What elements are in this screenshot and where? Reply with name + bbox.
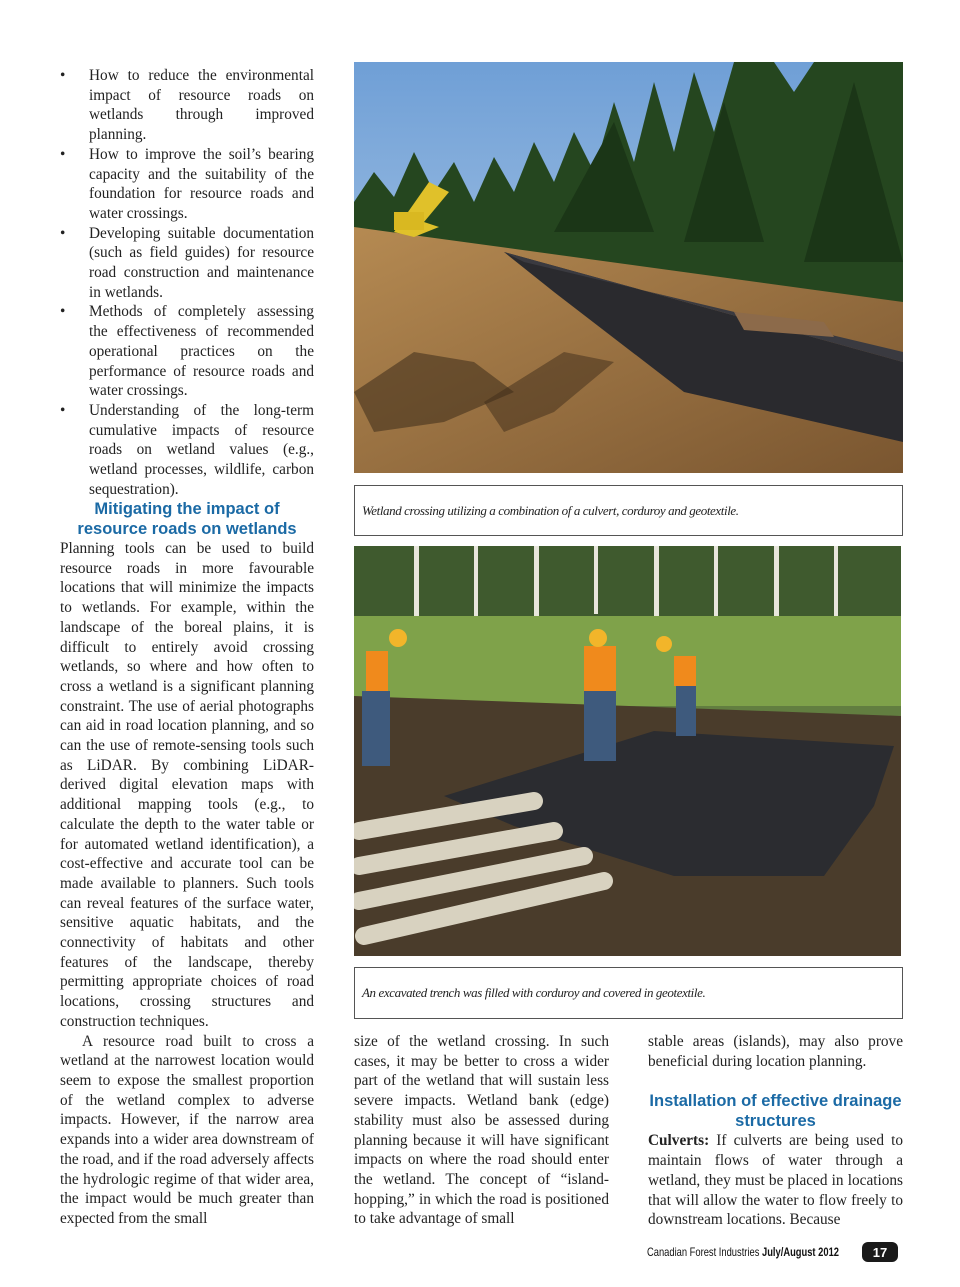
bullet-item: • How to reduce the environmental impact of resource roads on wetlands through improved planning. [60,67,314,144]
photo-caption-2: An excavated trench was filled with corduroy and covered in geotextile. [354,967,903,1019]
corduroy-geotextile-photo [354,546,901,956]
bullet-item: • Understanding of the long-term cumulative impacts of resource roads on wetland values (e.g., wetland processes, wildlife, carbon sequestration). [60,401,314,498]
right-column-body [648,1032,903,1230]
runin-label: Culverts: [648,1132,710,1150]
research-questions-list [60,66,314,499]
middle-column-body [354,1032,609,1229]
footer-issue: July/August 2012 [761,1245,839,1259]
bullet-item: • Methods of completely assessing the effectiveness of recommended operational practices on the performance of resource roads and water crossings. [60,303,314,400]
paragraph: Planning tools can be used to build resource roads in more favourable locations that will minimize the impacts to wetlands. For example, within the landscape of the boreal plains, it is difficult to entirely avoid crossing wetlands, so where and how often to cross a wetland is a significant planning constraint. The use of aerial photographs can aid in road location planning, and so can the use of remote-sensing tools such as LiDAR. By combining LiDAR-derived digital elevation maps with additional mapping tools (e.g., to calculate the depth to the water table or for automated wetland identification), a cost-effective and accurate tool can be made available to planners. Such tools can reveal features of the surface water, sensitive aquatic habitats, and the connectivity of habitats and other features of the landscape, thereby permitting appropriate choices of road locations, crossing structures and construction techniques. [60,540,314,1030]
section-heading-mitigating: Mitigating the impact of resource roads on wetlands [77,500,297,538]
paragraph: A resource road built to cross a wetland at the narrowest location would seem to expose the smallest proportion of the wetland complex to adverse impacts. However, if the narrow area expands into a wider area downstream of the road, and if the road adversely affects the hydrologic regime of that wider area, the impact would be much greater than expected from the small [60,1032,314,1227]
paragraph: stable areas (islands), may also prove beneficial during location planning. [648,1033,903,1070]
paragraph: Culverts: If culverts are being used to maintain flows of water through a wetland, they must be placed in locations that will allow the water to flow freely to downstream locations. Because [648,1132,903,1229]
section-heading-drainage: Installation of effective drainage structures [649,1092,902,1131]
left-column-body [60,539,314,1229]
paragraph: size of the wetland crossing. In such cases, it may be better to cross a wider part of the wetland that will sustain less severe impacts. Wetland bank (edge) stability must also be assessed during planning because it will have significant impacts on where the road should enter the wetland. The concept of “island-hopping,” in which the road is positioned to take advantage of small [354,1033,609,1228]
page-number-badge: 17 [862,1242,898,1262]
bullet-item: • How to improve the soil’s bearing capacity and the suitability of the foundation for resource roads and water crossings. [60,145,314,222]
bullet-item: • Developing suitable documentation (such as field guides) for resource road construction and maintenance in wetlands. [60,224,314,301]
footer-magazine: Canadian Forest Industries July/August 2012 [647,1245,839,1259]
wetland-crossing-photo [354,62,903,473]
page-footer [647,1241,893,1263]
photo-caption-1: Wetland crossing utilizing a combination of a culvert, corduroy and geotextile. [354,485,903,536]
